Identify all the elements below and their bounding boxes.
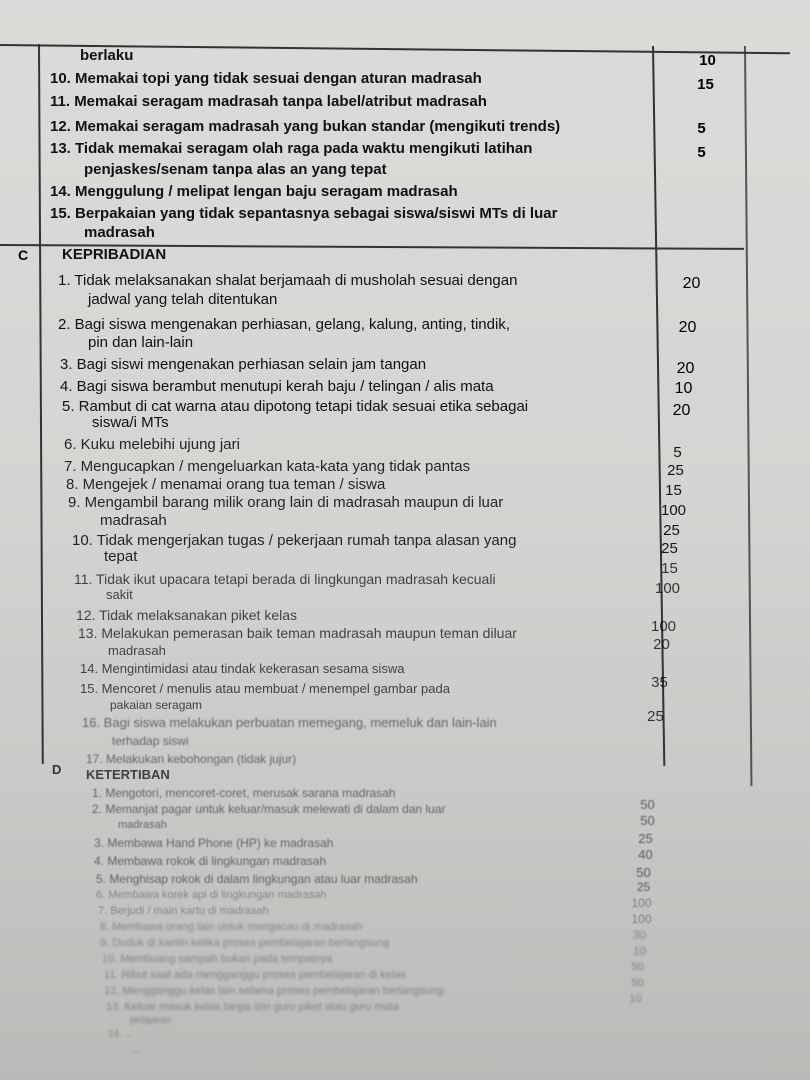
point-value: 10 [674, 380, 693, 397]
point-value: 25 [667, 462, 684, 479]
item-text: 1. Tidak melaksanakan shalat berjamaah di musholah sesuai dengan [58, 272, 518, 289]
item-text: 2. Bagi siswa mengenakan perhiasan, gelang, kalung, anting, tindik, [58, 316, 510, 333]
point-value: 50 [640, 813, 655, 828]
point-value: 100 [660, 502, 687, 519]
item-text: penjaskes/senam tanpa alas an yang tepat [84, 161, 387, 178]
point-value: 100 [654, 580, 681, 597]
item-text: 11. Ribut saat ada mengganggu proses pembelajaran di kelas [104, 969, 406, 981]
item-text: 3. Membawa Hand Phone (HP) ke madrasah [94, 836, 334, 850]
item-text: 7. Mengucapkan / mengeluarkan kata-kata yang tidak pantas [64, 458, 471, 475]
point-value: 25 [636, 880, 651, 894]
point-value: 15 [661, 560, 678, 577]
item-text: 4. Bagi siswa berambut menutupi kerah baju / telingan / alis mata [60, 378, 494, 395]
item-text: terhadap siswi [112, 734, 189, 748]
item-text: 5. Rambut di cat warna atau dipotong tetapi tidak sesuai etika sebagai [62, 398, 529, 415]
item-text: pin dan lain-lain [88, 334, 194, 351]
item-text: 12. Memakai seragam madrasah yang bukan standar (mengikuti trends) [50, 118, 561, 135]
item-text: 8. Mengejek / menamai orang tua teman / siswa [66, 476, 386, 493]
item-text: 4. Membawa rokok di lingkungan madrasah [94, 854, 327, 868]
point-value: 20 [676, 360, 695, 377]
point-value: 50 [636, 865, 651, 880]
point-value: 10 [632, 944, 647, 958]
point-value: 5 [697, 120, 706, 137]
point-value: 30 [632, 928, 647, 942]
item-text: ... [132, 1045, 141, 1056]
point-value: 100 [631, 896, 652, 910]
point-value: 5 [697, 144, 706, 161]
item-text: madrasah [108, 643, 166, 658]
point-value: 50 [631, 961, 644, 973]
item-text: 7. Berjudi / main kartu di madrasah [98, 905, 269, 917]
item-text: 14. Menggulung / melipat lengan baju seragam madrasah [50, 183, 458, 200]
item-text: 10. Membuang sampah bukan pada tempatnya [102, 953, 333, 965]
point-value: 20 [682, 275, 701, 292]
point-value: 10 [699, 52, 716, 69]
section-title: KETERTIBAN [86, 767, 170, 782]
item-text: 5. Menghisap rokok di dalam lingkungan atau luar madrasah [96, 872, 418, 886]
item-text: madrasah [100, 512, 167, 529]
point-value: 10 [629, 993, 642, 1005]
point-value: 25 [647, 708, 664, 725]
table-left-border [38, 44, 44, 764]
item-text: 14. ... [108, 1029, 134, 1040]
item-text: jadwal yang telah ditentukan [88, 291, 278, 308]
section-letter: D [52, 762, 62, 777]
point-value: 25 [661, 540, 678, 557]
point-value: 35 [651, 674, 668, 691]
item-text: 14. Mengintimidasi atau tindak kekerasan sesama siswa [80, 661, 405, 676]
point-value: 50 [640, 797, 655, 812]
point-value: 40 [638, 847, 653, 862]
item-text: 3. Bagi siswi mengenakan perhiasan selain jam tangan [60, 356, 427, 373]
item-text: 6. Kuku melebihi ujung jari [64, 436, 240, 453]
point-value: 20 [672, 402, 691, 419]
item-text: 1. Mengotori, mencoret-coret, merusak sarana madrasah [92, 786, 396, 800]
point-value: 20 [653, 636, 670, 653]
point-value: 25 [638, 831, 653, 846]
item-text: 15. Berpakaian yang tidak sepantasnya sebagai siswa/siswi MTs di luar [50, 205, 558, 222]
item-text: 11. Tidak ikut upacara tetapi berada di lingkungan madrasah kecuali [74, 571, 496, 587]
point-value: 20 [678, 319, 697, 336]
point-value: 25 [663, 522, 680, 539]
item-text: 13. Tidak memakai seragam olah raga pada waktu mengikuti latihan [50, 140, 533, 157]
item-text: 10. Tidak mengerjakan tugas / pekerjaan rumah tanpa alasan yang [72, 532, 517, 549]
point-value: 100 [650, 618, 677, 635]
item-text: 16. Bagi siswa melakukan perbuatan memegang, memeluk dan lain-lain [82, 715, 497, 730]
item-text: madrasah [118, 819, 167, 831]
item-text: 10. Memakai topi yang tidak sesuai dengan aturan madrasah [50, 70, 482, 87]
item-text: 9. Mengambil barang milik orang lain di madrasah maupun di luar [68, 494, 504, 511]
point-value: 50 [631, 977, 644, 989]
item-text: pakaian seragam [110, 698, 203, 712]
section-letter: C [18, 247, 29, 263]
item-text: 15. Mencoret / menulis atau membuat / menempel gambar pada [80, 681, 450, 696]
item-text: 17. Melakukan kebohongan (tidak jujur) [86, 752, 297, 766]
section-title: KEPRIBADIAN [62, 246, 167, 263]
point-value: 100 [631, 912, 652, 926]
item-text: 12. Mengganggu kelas lain selama proses pembelajaran berlangsung [104, 985, 444, 997]
item-text: 13. Melakukan pemerasan baik teman madrasah maupun teman diluar [78, 625, 517, 641]
point-value: 15 [697, 76, 714, 93]
item-text: sakit [106, 587, 133, 602]
item-text: 6. Membawa korek api di lingkungan madrasah [96, 889, 327, 901]
item-text: tepat [104, 548, 138, 565]
point-value: 5 [673, 444, 682, 461]
item-text: 2. Memanjat pagar untuk keluar/masuk melewati di dalam dan luar [92, 802, 446, 816]
item-text: 8. Membawa orang lain untuk mengacau di madrasah [100, 921, 363, 933]
item-text: 12. Tidak melaksanakan piket kelas [76, 607, 298, 623]
item-text: madrasah [84, 224, 155, 241]
item-text: pelajaran [130, 1015, 172, 1026]
item-text: 9. Duduk di kantin ketika proses pembelajaran berlangsung [100, 937, 390, 949]
item-text: berlaku [80, 47, 134, 64]
item-text: 11. Memakai seragam madrasah tanpa label/atribut madrasah [50, 93, 487, 110]
point-value: 15 [665, 482, 682, 499]
item-text: 13. Keluar masuk kelas tanpa izin guru piket atau guru mata [106, 1001, 399, 1013]
item-text: siswa/i MTs [92, 414, 169, 431]
